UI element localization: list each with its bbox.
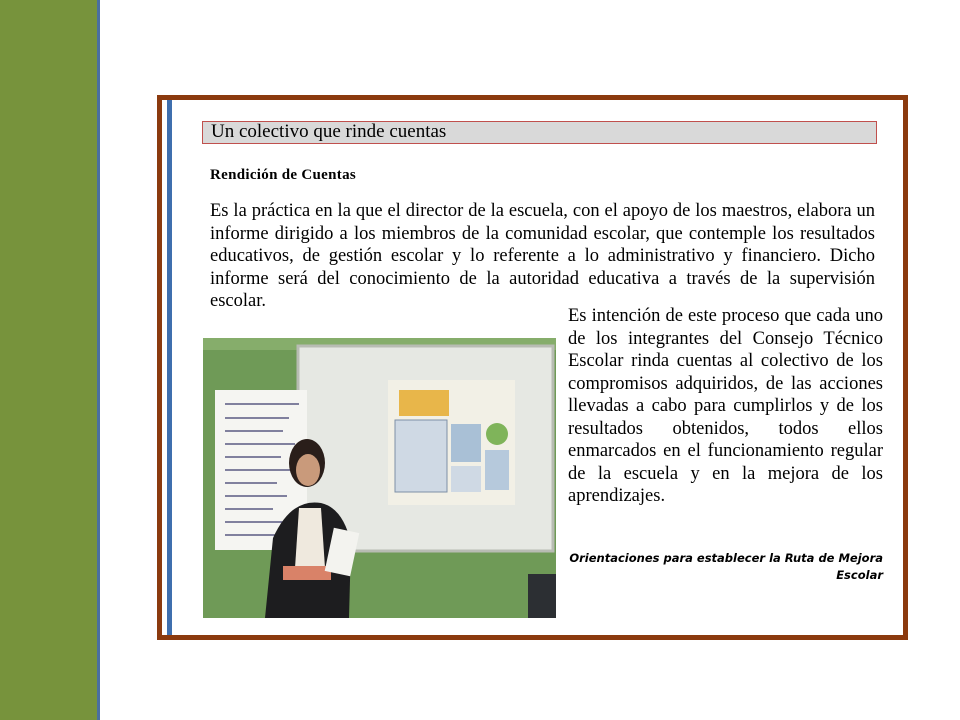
body-paragraph-1: Es la práctica en la que el director de la escuela, con el apoyo de los maestros, elabora un informe dirigido a los miembros de la comunidad escolar, que contemple los resultados educativos, de gestión escolar y lo referente a lo administrativo y financiero. Dicho informe será del conocimiento de la autoridad educativa a través de la supervisión escolar. bbox=[210, 201, 875, 311]
page-title: Un colectivo que rinde cuentas bbox=[202, 121, 877, 144]
classroom-photo-illustration bbox=[203, 338, 556, 618]
source-citation: Orientaciones para establecer la Ruta de Mejora Escolar bbox=[569, 551, 883, 582]
section-heading: Rendición de Cuentas bbox=[210, 167, 357, 183]
document-frame bbox=[157, 95, 908, 640]
classroom-photo bbox=[203, 338, 556, 618]
frame-accent-line bbox=[167, 100, 172, 635]
sidebar-band bbox=[0, 0, 100, 720]
body-paragraph-2: Es intención de este proceso que cada uno de los integrantes del Consejo Técnico Escolar rinda cuentas al colectivo de los compromisos adquiridos, de las acciones llevadas a cabo para cumplirlos y de los resultados obtenidos, todos ellos enmarcados en el funcionamiento regular de la escuela y en la mejora de los aprendizajes. bbox=[568, 306, 883, 506]
